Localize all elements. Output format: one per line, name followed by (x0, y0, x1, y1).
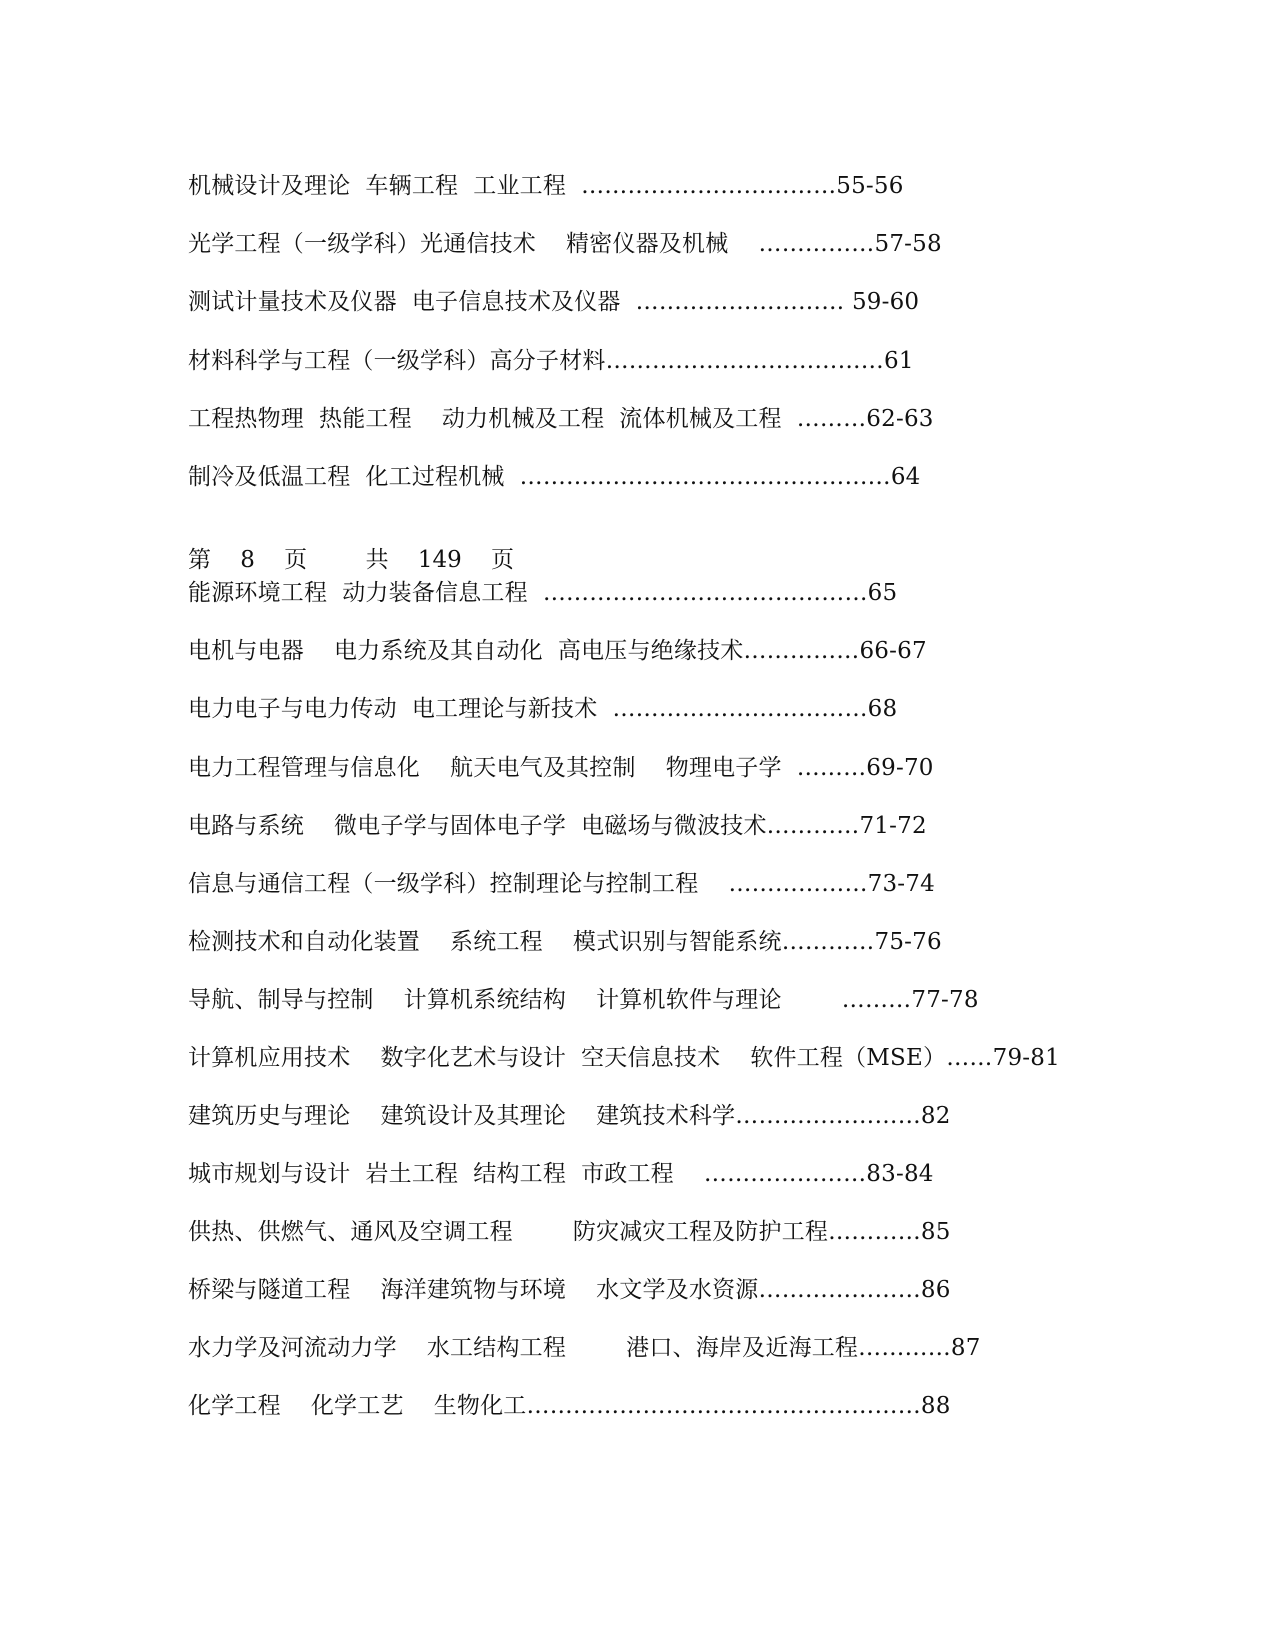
toc-entry-heating: 供热、供燃气、通风及空调工程 防灾减灾工程及防护工程…………85 (188, 1219, 951, 1245)
toc-entry-navigation: 导航、制导与控制 计算机系统结构 计算机软件与理论 ………77-78 (188, 987, 979, 1013)
toc-entry-refrigeration: 制冷及低温工程 化工过程机械 …………………………………………64 (188, 464, 921, 490)
toc-entry-hydraulics: 水力学及河流动力学 水工结构工程 港口、海岸及近海工程…………87 (188, 1335, 981, 1361)
toc-entry-architecture: 建筑历史与理论 建筑设计及其理论 建筑技术科学……………………82 (188, 1103, 951, 1129)
toc-entry-bridge: 桥梁与隧道工程 海洋建筑物与环境 水文学及水资源…………………86 (188, 1277, 951, 1303)
toc-entry-power-management: 电力工程管理与信息化 航天电气及其控制 物理电子学 ………69-70 (188, 755, 934, 781)
page-number-marker: 第 8 页 共 149 页 (188, 547, 514, 573)
toc-entry-mechanical: 机械设计及理论 车辆工程 工业工程 ……………………………55-56 (188, 173, 904, 199)
toc-entry-thermal: 工程热物理 热能工程 动力机械及工程 流体机械及工程 ………62-63 (188, 406, 934, 432)
toc-entry-optical: 光学工程（一级学科）光通信技术 精密仪器及机械 ……………57-58 (188, 231, 942, 257)
toc-entry-materials: 材料科学与工程（一级学科）高分子材料………………………………61 (188, 348, 914, 374)
toc-entry-chemical: 化学工程 化学工艺 生物化工……………………………………………88 (188, 1393, 951, 1419)
toc-entry-circuits: 电路与系统 微电子学与固体电子学 电磁场与微波技术…………71-72 (188, 813, 927, 839)
toc-entry-urban-planning: 城市规划与设计 岩土工程 结构工程 市政工程 …………………83-84 (188, 1161, 934, 1187)
toc-entry-energy: 能源环境工程 动力装备信息工程 ……………………………………65 (188, 580, 898, 606)
toc-entry-communication: 信息与通信工程（一级学科）控制理论与控制工程 ………………73-74 (188, 871, 935, 897)
toc-entry-power-electronics: 电力电子与电力传动 电工理论与新技术 ……………………………68 (188, 696, 898, 722)
toc-entry-electrical-machines: 电机与电器 电力系统及其自动化 高电压与绝缘技术……………66-67 (188, 638, 927, 664)
toc-entry-computer-application: 计算机应用技术 数字化艺术与设计 空天信息技术 软件工程（MSE）……79-81 (188, 1045, 1060, 1071)
toc-entry-detection: 检测技术和自动化装置 系统工程 模式识别与智能系统…………75-76 (188, 929, 942, 955)
toc-entry-measurement: 测试计量技术及仪器 电子信息技术及仪器 ……………………… 59-60 (188, 289, 920, 315)
